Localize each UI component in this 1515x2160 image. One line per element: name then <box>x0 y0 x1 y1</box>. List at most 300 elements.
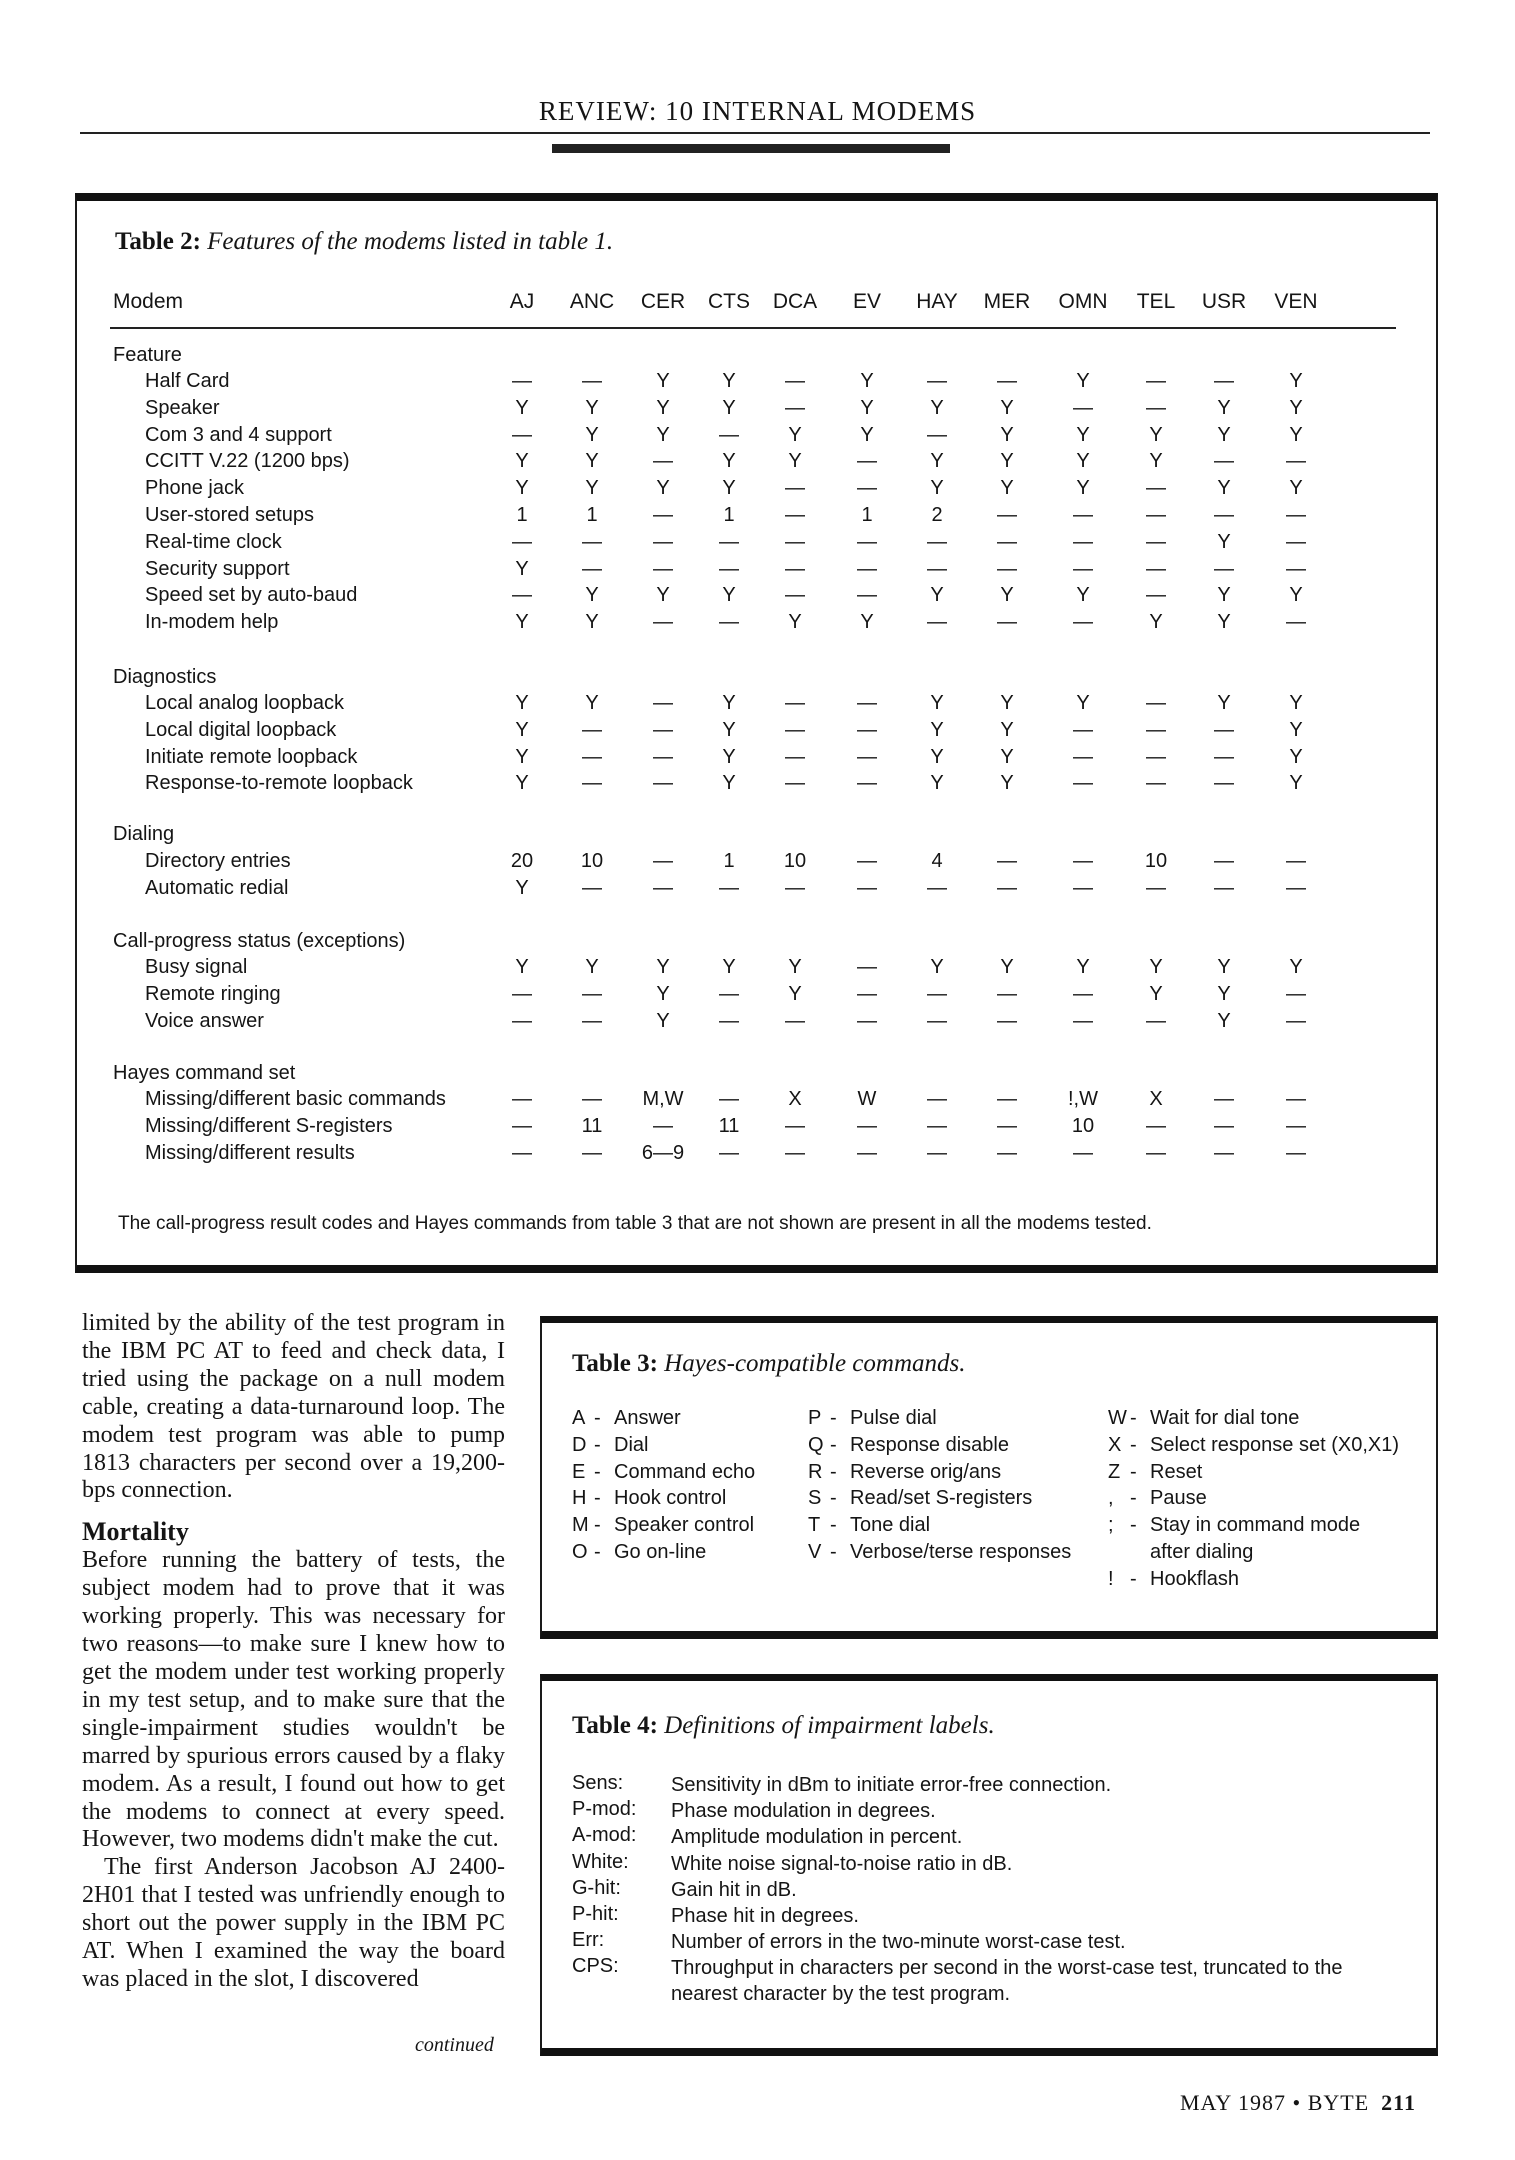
header-rule-thick <box>552 144 950 153</box>
table2-cell: — <box>1286 1114 1306 1137</box>
table2-cell: Y <box>1289 396 1303 419</box>
table2-cell: Y <box>1000 745 1014 768</box>
table2-cell: — <box>997 982 1017 1005</box>
table2-cell: — <box>719 1088 739 1110</box>
table3-command <box>572 1514 754 1537</box>
table2-cell: — <box>785 370 805 392</box>
table2-cell: Y <box>1000 692 1014 714</box>
table2-cell: — <box>1214 1114 1234 1137</box>
table2-row-label: User-stored setups <box>145 504 314 526</box>
table2-cell: — <box>1146 772 1166 795</box>
table3-separator: - <box>830 1433 837 1456</box>
table2-cell: — <box>1146 584 1166 607</box>
table2-row-label: Remote ringing <box>145 982 281 1005</box>
table2-cell: — <box>857 850 877 872</box>
table2-cell: — <box>927 1088 947 1110</box>
table3-title <box>572 1350 965 1378</box>
table3-separator: - <box>830 1514 837 1537</box>
table2-cell: Y <box>1289 423 1303 446</box>
table3-separator: - <box>1130 1567 1137 1590</box>
table2-cell: Y <box>515 450 529 473</box>
table2-cell: — <box>857 876 877 899</box>
table2-cell: Y <box>656 396 670 419</box>
table2-cell: Y <box>1217 530 1231 553</box>
table2-cell: — <box>927 557 947 580</box>
table2-cell: — <box>582 370 602 392</box>
table3-command-text: Reverse orig/ans <box>850 1460 1002 1483</box>
table3-command-text: Wait for dial tone <box>1150 1407 1300 1429</box>
table2-cell: Y <box>1289 956 1303 978</box>
table3-command <box>1108 1568 1239 1591</box>
table2-column-header: MER <box>983 290 1031 313</box>
table2-cell: — <box>1073 504 1093 526</box>
table2-cell: — <box>997 876 1017 899</box>
table2-cell: Y <box>930 956 944 978</box>
table2-cell: — <box>1146 504 1166 526</box>
table2-label: Table 2: <box>115 228 201 255</box>
table2-cell: — <box>512 584 532 607</box>
table3-command-key: X <box>1108 1433 1122 1456</box>
table3-separator: - <box>594 1487 601 1510</box>
table2-cell: Y <box>722 396 736 419</box>
table3-command-text: after dialing <box>1150 1541 1254 1563</box>
table2-cell: — <box>582 1088 602 1110</box>
table2-cell: Y <box>930 718 944 741</box>
table2-cell: 6—9 <box>641 1141 685 1164</box>
table2-cell: Y <box>1289 692 1303 714</box>
table2-cell: — <box>653 530 673 553</box>
table2-row-label: Missing/different basic commands <box>145 1088 446 1110</box>
table2-column-header: ANC <box>569 290 615 313</box>
table2-cell: — <box>653 718 673 741</box>
table2-cell: Y <box>656 370 670 392</box>
table4-term: CPS: <box>572 1955 619 1978</box>
table2-cell: Y <box>515 718 529 741</box>
table2-row-label: Initiate remote loopback <box>145 745 358 768</box>
table2-cell: — <box>653 450 673 473</box>
table3-command <box>1108 1461 1202 1484</box>
table2-cell: — <box>1073 396 1093 419</box>
table3-separator: - <box>1130 1514 1137 1537</box>
table2-row-label: Automatic redial <box>145 876 289 899</box>
table2-cell: 2 <box>931 504 943 526</box>
table2-row-label: Speed set by auto-baud <box>145 584 358 607</box>
table2-cell: 11 <box>581 1114 603 1137</box>
table2-cell: — <box>1214 718 1234 741</box>
table2-cell: — <box>582 530 602 553</box>
table2-cell: 20 <box>510 850 534 872</box>
table2-cell: — <box>857 745 877 768</box>
table2-cell: — <box>997 1009 1017 1032</box>
table2-cell: Y <box>1000 396 1014 419</box>
table2-cell: — <box>927 1114 947 1137</box>
table3-separator: - <box>830 1541 837 1563</box>
table2-cell: 1 <box>723 850 735 872</box>
table3-command-key: ; <box>1108 1514 1114 1537</box>
table2-cell: — <box>1286 850 1306 872</box>
table2-cell: — <box>582 718 602 741</box>
table2-cell: — <box>653 692 673 714</box>
table2-cell: Y <box>788 611 802 634</box>
table2-cell: X <box>788 1088 802 1110</box>
table2-cell: — <box>653 772 673 795</box>
table4-definition: Sensitivity in dBm to initiate error-free connection. <box>671 1774 1112 1796</box>
table2-row-label: Speaker <box>145 396 220 419</box>
table2-header-rule <box>110 327 1396 329</box>
table4-term: A-mod: <box>572 1824 637 1847</box>
table3-separator: - <box>594 1460 601 1483</box>
table3-command-text: Reset <box>1150 1460 1203 1483</box>
table2-row-label: Com 3 and 4 support <box>145 423 332 446</box>
table2-cell: — <box>1073 850 1093 872</box>
table2-cell: Y <box>860 396 874 419</box>
table2-cell: 10 <box>783 850 807 872</box>
table2-cell: 4 <box>931 850 943 872</box>
table3-separator: - <box>1130 1460 1137 1483</box>
table2-cell: Y <box>722 370 736 392</box>
table3-command-key: V <box>808 1541 822 1563</box>
table3-command <box>572 1461 755 1484</box>
table2-cell: Y <box>860 611 874 634</box>
body-paragraph: The first Anderson Jacobson AJ 2400-2H01 that I tested was unfriendly enough to short out the power supply in the IBM PC AT. When I examined the way the board was placed in the slot, I discovered <box>82 1854 505 1992</box>
table2-cell: — <box>1286 1088 1306 1110</box>
table2-cell: Y <box>515 956 529 978</box>
table3-separator: - <box>594 1407 601 1429</box>
table2-cell: — <box>582 876 602 899</box>
table2-section-heading: Diagnostics <box>113 666 217 688</box>
table2-cell: Y <box>1076 423 1090 446</box>
table2-cell: — <box>857 1114 877 1137</box>
table2-cell: Y <box>1149 423 1163 446</box>
table2-cell: — <box>719 557 739 580</box>
table3-command <box>572 1487 726 1510</box>
table2-cell: Y <box>585 692 599 714</box>
table4-label: Table 4: <box>572 1712 658 1739</box>
table2-row-label: Missing/different S-registers <box>145 1114 393 1137</box>
table2-cell: Y <box>722 956 736 978</box>
table2-cell: Y <box>515 745 529 768</box>
table2-cell: — <box>719 1009 739 1032</box>
table3-command <box>1108 1487 1207 1510</box>
page-header-title: REVIEW: 10 INTERNAL MODEMS <box>538 96 977 126</box>
table2-cell: Y <box>1149 450 1163 473</box>
table2-cell: — <box>1073 982 1093 1005</box>
table2-cell: Y <box>1000 772 1014 795</box>
table2-cell: — <box>927 1009 947 1032</box>
table2-cell: — <box>1286 557 1306 580</box>
table2-cell: — <box>927 423 947 446</box>
body-paragraph: limited by the ability of the test program in the IBM PC AT to feed and check data, I tried using the package on a null modem cable, creating a data-turnaround loop. The modem test program was able to pump 1813 characters per second over a 19,200-bps connection. <box>82 1310 505 1504</box>
table2-title <box>115 228 613 256</box>
table2-cell: Y <box>1217 982 1231 1005</box>
table2-cell: Y <box>1289 745 1303 768</box>
table3-command-key: Q <box>808 1433 824 1456</box>
table2-cell: — <box>1146 718 1166 741</box>
table2-cell: Y <box>930 396 944 419</box>
table2-column-header: HAY <box>916 290 958 313</box>
table2-caption: Features of the modems listed in table 1. <box>207 228 614 255</box>
table3-command <box>1108 1407 1299 1430</box>
table2-column-header: USR <box>1201 290 1247 313</box>
table2-cell: — <box>653 876 673 899</box>
table2-row-label: Real-time clock <box>145 530 282 553</box>
table2-cell: Y <box>1217 611 1231 634</box>
table2-cell: Y <box>1000 423 1014 446</box>
table2-cell: — <box>1146 1114 1166 1137</box>
table3-command-key: S <box>808 1487 822 1510</box>
table2-cell: Y <box>930 477 944 500</box>
table2-cell: — <box>512 1009 532 1032</box>
table2-row-label: CCITT V.22 (1200 bps) <box>145 450 350 473</box>
table2-cell: Y <box>1149 611 1163 634</box>
table2-cell: — <box>1214 850 1234 872</box>
article-body <box>82 1310 505 1994</box>
table2-cell: — <box>927 530 947 553</box>
table2-cell: 1 <box>861 504 873 526</box>
table2-cell: — <box>1286 530 1306 553</box>
table2-cell: Y <box>585 396 599 419</box>
table2-cell: — <box>512 530 532 553</box>
table2-cell: — <box>1146 530 1166 553</box>
table2-cell: Y <box>1000 718 1014 741</box>
table2-cell: — <box>1214 1141 1234 1164</box>
section-heading: Mortality <box>82 1517 189 1547</box>
table2-section-heading: Hayes command set <box>113 1062 296 1084</box>
table3-command-text: Speaker control <box>614 1514 755 1537</box>
table2-cell: — <box>1214 1088 1234 1110</box>
table2-column-header: TEL <box>1136 290 1176 313</box>
table2-cell: — <box>1286 1009 1306 1032</box>
table2-cell: — <box>927 982 947 1005</box>
table3-separator: - <box>1130 1487 1137 1510</box>
table3-command-text: Verbose/terse responses <box>850 1541 1072 1563</box>
table2-cell: 1 <box>586 504 598 526</box>
table2-cell: — <box>1073 876 1093 899</box>
table3-command <box>808 1487 1032 1510</box>
table2-cell: — <box>1214 772 1234 795</box>
table2-cell: — <box>785 772 805 795</box>
table2-cell: — <box>997 557 1017 580</box>
table4-caption: Definitions of impairment labels. <box>664 1712 995 1739</box>
table2-row-label: Missing/different results <box>145 1141 355 1164</box>
table2-cell: — <box>512 1114 532 1137</box>
table2-cell: Y <box>656 423 670 446</box>
table2-cell: Y <box>1217 396 1231 419</box>
table2-cell: — <box>857 956 877 978</box>
table2-cell: — <box>582 745 602 768</box>
table2-cell: Y <box>1289 772 1303 795</box>
table3-command-text: Pause <box>1150 1487 1207 1510</box>
table2-cell: W <box>857 1088 877 1110</box>
table4-term: White: <box>572 1850 629 1873</box>
table2-column-header: VEN <box>1274 290 1318 313</box>
table2-cell: Y <box>1217 584 1231 607</box>
table2-cell: — <box>719 982 739 1005</box>
table2-row-label: Busy signal <box>145 956 248 978</box>
table3-command <box>808 1407 937 1430</box>
table2-cell: — <box>1073 745 1093 768</box>
table2-cell: X <box>1149 1088 1163 1110</box>
table2-cell: 10 <box>1144 850 1168 872</box>
table3-separator: - <box>594 1541 601 1563</box>
table2-cell: — <box>1214 450 1234 473</box>
table2-cell: — <box>512 370 532 392</box>
table2-cell: Y <box>788 450 802 473</box>
table2-cell: — <box>997 504 1017 526</box>
table2-cell: — <box>1286 1141 1306 1164</box>
table2-cell: — <box>785 584 805 607</box>
table2-cell: !,W <box>1068 1088 1098 1110</box>
table2-cell: Y <box>1217 956 1231 978</box>
table2-cell: Y <box>515 557 529 580</box>
table2-cell: — <box>653 850 673 872</box>
table2-cell: — <box>582 1009 602 1032</box>
table2-cell: Y <box>930 745 944 768</box>
table4-term: Err: <box>572 1929 605 1952</box>
table2-cell: — <box>1073 611 1093 634</box>
table2-cell: — <box>785 530 805 553</box>
table2-cell: Y <box>722 692 736 714</box>
table2-cell: — <box>719 611 739 634</box>
table2-cell: — <box>1146 876 1166 899</box>
header-rule <box>80 132 1430 134</box>
table2-cell: — <box>653 611 673 634</box>
table2-cell: Y <box>656 956 670 978</box>
table2-cell: — <box>1146 396 1166 419</box>
table2-cell: Y <box>585 423 599 446</box>
table2-cell: 1 <box>516 504 528 526</box>
table3-command <box>1108 1434 1399 1457</box>
table2-cell: M,W <box>642 1088 684 1110</box>
table3-caption: Hayes-compatible commands. <box>664 1350 966 1377</box>
table2-row-label: Directory entries <box>145 850 291 872</box>
table3-command-text: Stay in command mode <box>1150 1514 1361 1537</box>
table2-cell: Y <box>656 477 670 500</box>
table3-command-key: W <box>1108 1407 1127 1429</box>
table3-command-text: Hookflash <box>1150 1567 1239 1590</box>
table2-row-label: Local digital loopback <box>145 718 337 741</box>
table2-cell: — <box>653 504 673 526</box>
table3-separator: - <box>594 1514 601 1537</box>
table2-cell: — <box>785 1009 805 1032</box>
table3-command <box>572 1434 648 1457</box>
table2-column-header: EV <box>852 290 881 313</box>
table4-definition: Number of errors in the two-minute worst-case test. <box>671 1931 1126 1954</box>
table3-command <box>572 1407 681 1430</box>
table2-cell: — <box>1146 477 1166 500</box>
table2-section-heading: Dialing <box>113 823 175 845</box>
continued-label: continued <box>415 2034 494 2056</box>
table2-cell: Y <box>722 772 736 795</box>
table2-cell: Y <box>585 450 599 473</box>
table2-cell: — <box>1146 745 1166 768</box>
table2-cell: — <box>1286 982 1306 1005</box>
table2-cell: Y <box>1076 477 1090 500</box>
table2-section-heading: Call-progress status (exceptions) <box>113 930 406 952</box>
table2-cell: Y <box>656 1009 670 1032</box>
table2-cell: Y <box>930 584 944 607</box>
table2-modem-header: Modem <box>113 290 184 313</box>
table2-cell: 1 <box>723 504 735 526</box>
table2-cell: — <box>1073 557 1093 580</box>
table2-row-label: Security support <box>145 557 290 580</box>
table2-cell: — <box>1286 876 1306 899</box>
table3-command <box>808 1434 1009 1457</box>
table3-command-key: D <box>572 1433 587 1456</box>
table3-command-key: , <box>1108 1487 1114 1510</box>
table2-cell: Y <box>930 692 944 714</box>
table4-term: P-hit: <box>572 1903 619 1925</box>
table4-definition: Amplitude modulation in percent. <box>671 1826 963 1849</box>
table2-cell: — <box>719 530 739 553</box>
table2-cell: — <box>785 718 805 741</box>
table3-command-key: E <box>572 1460 586 1483</box>
table2-column-header: DCA <box>772 290 818 313</box>
table2-cell: — <box>785 1114 805 1137</box>
table2-cell: — <box>927 611 947 634</box>
table2-cell: Y <box>1289 718 1303 741</box>
table3-command-key: R <box>808 1460 823 1483</box>
table2-cell: Y <box>722 584 736 607</box>
footer-issue: MAY 1987 • BYTE <box>1180 2090 1370 2115</box>
table2-cell: Y <box>722 477 736 500</box>
table2-cell: — <box>1146 557 1166 580</box>
table2-cell: — <box>1073 1141 1093 1164</box>
table2-column-header: CER <box>640 290 686 313</box>
table2-cell: — <box>785 1141 805 1164</box>
table2-cell: Y <box>1289 584 1303 607</box>
table2-cell: — <box>785 876 805 899</box>
table2-cell: Y <box>1149 982 1163 1005</box>
table3-command-text: Response disable <box>850 1433 1009 1456</box>
table2-cell: Y <box>722 745 736 768</box>
table2-cell: — <box>582 557 602 580</box>
table3-command-key: ! <box>1108 1567 1114 1590</box>
table2-cell: Y <box>930 450 944 473</box>
body-paragraph: Before running the battery of tests, the subject modem had to prove that it was working properly. This was necessary for two reasons—to make sure I knew how to get the modem under test working properly in my test setup, and to make sure that the single-impairment studies wouldn't be marred by spurious errors caused by a flaky modem. As a result, I found out how to get the modems to connect at every speed. However, two modems didn't make the cut. <box>82 1547 505 1853</box>
table2-cell: — <box>512 423 532 446</box>
table2-column-header: OMN <box>1058 290 1108 313</box>
page-number: 211 <box>1381 2090 1416 2115</box>
table2-cell: — <box>1286 450 1306 473</box>
table2-cell: Y <box>1000 450 1014 473</box>
table2-cell: — <box>857 584 877 607</box>
table2-cell: Y <box>1076 692 1090 714</box>
table2-cell: Y <box>656 584 670 607</box>
table2-cell: Y <box>860 370 874 392</box>
table2-cell: — <box>857 1141 877 1164</box>
table2-cell: — <box>653 557 673 580</box>
table2-cell: — <box>1146 1009 1166 1032</box>
table2-row-label: Half Card <box>145 370 230 392</box>
table2-cell: — <box>997 1141 1017 1164</box>
table2-cell: — <box>857 557 877 580</box>
table2-cell: — <box>997 370 1017 392</box>
table4-term: P-mod: <box>572 1798 637 1821</box>
table2-cell: Y <box>788 982 802 1005</box>
table3-separator: - <box>1130 1433 1137 1456</box>
table3-separator: - <box>830 1487 837 1510</box>
table3-label: Table 3: <box>572 1350 658 1377</box>
table2-cell: — <box>927 370 947 392</box>
table3-command <box>572 1541 706 1564</box>
table2-cell: — <box>997 530 1017 553</box>
table2-cell: — <box>1214 876 1234 899</box>
table2-cell: Y <box>1217 423 1231 446</box>
table2-cell: Y <box>1076 584 1090 607</box>
table2-cell: — <box>653 745 673 768</box>
table4-definition: White noise signal-to-noise ratio in dB. <box>671 1852 1013 1875</box>
